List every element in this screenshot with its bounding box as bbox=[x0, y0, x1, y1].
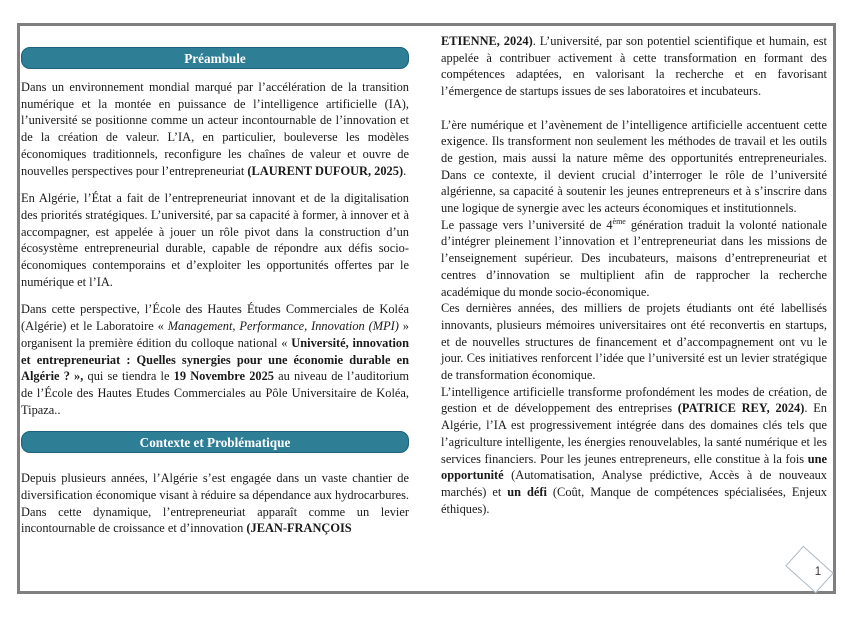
right-column bbox=[441, 33, 827, 517]
section-header-contexte-label: Contexte et Problématique bbox=[139, 435, 291, 451]
paragraph-colloque-annonce: Dans cette perspective, l’École des Hautes Études Commerciales de Koléa (Algérie) et le Laboratoire « Management, Performance, Innovation (MPI) » organisent la première édition du colloque national « Université, innovation et entrepreneuriat : Quelles synergies pour une économie durable en Algérie ? », qui se tiendra le 19 Novembre 2025 au niveau de l’auditorium de l’École des Hautes Etudes Commerciales au Pôle Universitaire de Koléa, Tipaza.. bbox=[21, 302, 410, 417]
paragraph-ia-opportunite-defi: L’intelligence artificielle transforme profondément les modes de création, de gestion et de développement des entreprises (PATRICE REY, 2024). En Algérie, l’IA est progressivement intégrée dans des domaines clés tels que l’agriculture intelligente, les énergies renouvelables, la santé numérique et les services financiers. Pour les jeunes entrepreneurs, elle constitue à la fois une opportunité (Automatisation, Analyse prédictive, Accès à de nouveaux marchés) et un défi (Coût, Manque de compétences spécialisées, Enjeux éthiques). bbox=[441, 384, 827, 516]
paragraph-intro: Dans un environnement mondial marqué par l’accélération de la transition numérique et la montée en puissance de l’intelligence artificielle (IA), l’université se positionne comme un acteur incontournable de l’innovation et de la création de valeur. L’IA, en particulier, bouleverse les modèles économiques traditionnels, reconfigure les chaînes de valeur et ouvre de nouvelles perspectives pour l’entrepreneuriat (LAURENT DUFOUR, 2025). bbox=[21, 80, 409, 178]
page-number: 1 bbox=[814, 566, 822, 578]
section-header-preambule bbox=[21, 47, 409, 69]
paragraph-universite-4eme-generation: Le passage vers l’université de 4ème génération traduit la volonté nationale d’intégrer pleinement l’innovation et l’entrepreneuriat dans les missions de l’enseignement supérieur. Des incubateurs, maisons d’entrepreneuriat et centres d’innovation se multiplient afin de rapprocher la recherche académique du monde socio-économique. bbox=[441, 216, 827, 299]
paragraph-ere-numerique: L’ère numérique et l’avènement de l’intelligence artificielle accentuent cette exigence. Ils transforment non seulement les méthodes de travail et les outils de gestion, mais aussi la nature même des opportunités entrepreneuriales. Dans ce contexte, il devient crucial d’interroger le rôle de l’université algérienne, sa capacité à soutenir les jeunes entrepreneurs et à s’inscrire dans une logique de synergie avec les acteurs économiques et institutionnels. bbox=[441, 117, 827, 216]
paragraph-contexte-debut: Depuis plusieurs années, l’Algérie s’est engagée dans un vaste chantier de diversification économique visant à réduire sa dépendance aux hydrocarbures. Dans cette dynamique, l’entrepreneuriat apparaît comme un levier incontournable de croissance et d’innovation (JEAN-FRANÇOIS bbox=[21, 471, 409, 536]
left-column bbox=[21, 47, 409, 537]
section-header-preambule-label: Préambule bbox=[184, 51, 246, 66]
paragraph-algerie-etat: En Algérie, l’État a fait de l’entrepreneuriat innovant et de la digitalisation des priorités stratégiques. L’université, par sa capacité à former, à innover et à accompagner, est appelée à jouer un rôle pivot dans la construction d’un écosystème entrepreneurial durable, capable de répondre aux défis socio-économiques contemporains et d’exploiter les opportunités offertes par le numérique et l’IA. bbox=[21, 191, 409, 289]
paragraph-projets-etudiants: Ces dernières années, des milliers de projets étudiants ont été labellisés innovants, plusieurs mémoires universitaires ont été reconvertis en startups, et de nouvelles structures de financement et d’accompagnement ont vu le jour. Ces initiatives renforcent l’idée que l’université est un levier stratégique de transformation économique. bbox=[441, 301, 827, 383]
paragraph-etienne-suite: ETIENNE, 2024). L’université, par son potentiel scientifique et humain, est appelée à contribuer activement à cette transformation en formant des compétences adaptées, en valorisant la recherche et en favorisant l’émergence de startups issues de ses laboratoires et incubateurs. bbox=[441, 34, 827, 99]
section-header-contexte bbox=[21, 431, 409, 453]
